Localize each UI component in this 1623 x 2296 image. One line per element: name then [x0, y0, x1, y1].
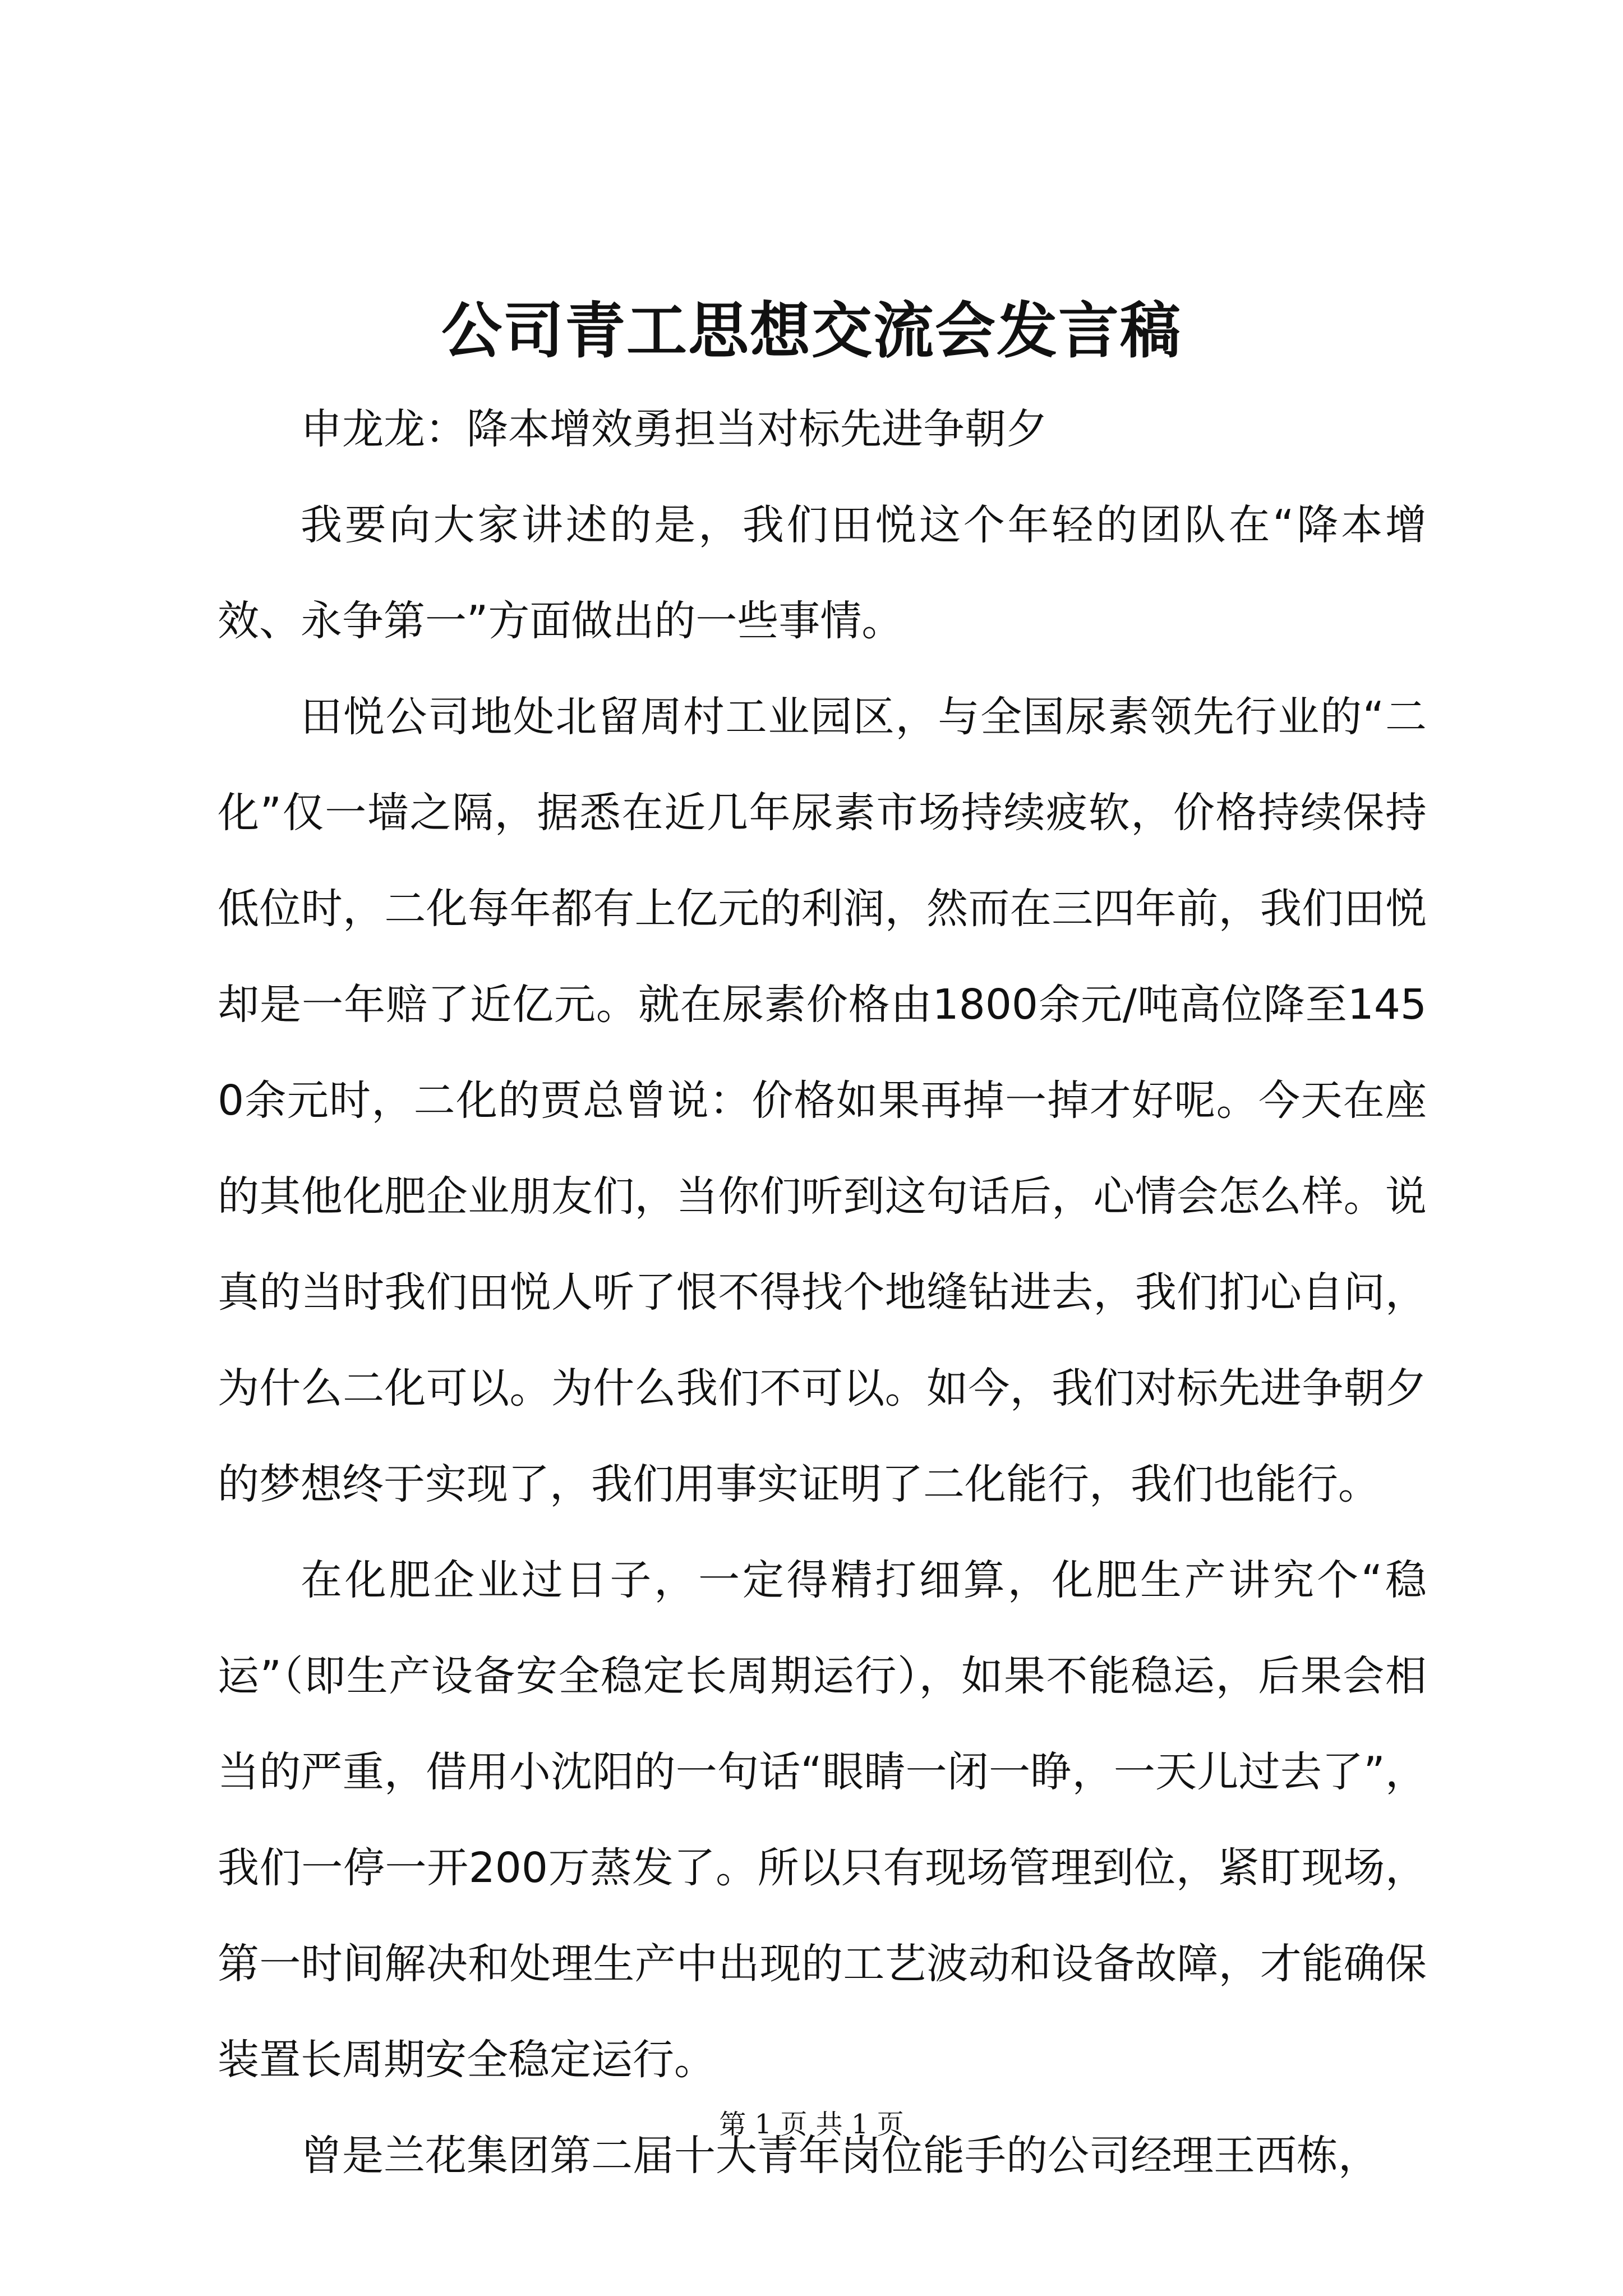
- paragraph-benchmark: 田悦公司地处北留周村工业园区，与全国尿素领先行业的“二化”仅一墙之隔，据悉在近几年尿素市场持续疲软，价格持续保持低位时，二化每年都有上亿元的利润，然而在三四年前，我们田悦却是一年赔了近亿元。就在尿素价格由1800余元/吨高位降至1450余元时，二化的贾总曾说：价格如果再掉一掉才好呢。今天在座的其他化肥企业朋友们，当你们听到这句话后，心情会怎么样。说真的当时我们田悦人听了恨不得找个地缝钻进去，我们扪心自问，为什么二化可以。为什么我们不可以。如今，我们对标先进争朝夕的梦想终于实现了，我们用事实证明了二化能行，我们也能行。: [218, 693, 1427, 1508]
- paragraph-manager: 曾是兰花集团第二届十大青年岗位能手的公司经理王西栋，: [301, 2132, 1380, 2180]
- document-body: [218, 381, 1427, 2204]
- document-title: 公司青工思想交流会发言稿: [441, 296, 1182, 366]
- paragraph-intro: 我要向大家讲述的是，我们田悦这个年轻的团队在“降本增效、永争第一”方面做出的一些事情。: [218, 501, 1427, 645]
- paragraph-stable-operation: 在化肥企业过日子，一定得精打细算，化肥生产讲究个“稳运”（即生产设备安全稳定长周期运行），如果不能稳运，后果会相当的严重，借用小沈阳的一句话“眼睛一闭一睁，一天儿过去了”，我们一停一开200万蒸发了。所以只有现场管理到位，紧盯现场，第一时间解决和处理生产中出现的工艺波动和设备故障，才能确保装置长周期安全稳定运行。: [218, 1556, 1427, 2084]
- page-number-footer: 第 1 页 共 1 页: [719, 2109, 904, 2140]
- paragraph-subtitle: 申龙龙：降本增效勇担当对标先进争朝夕: [301, 405, 1048, 453]
